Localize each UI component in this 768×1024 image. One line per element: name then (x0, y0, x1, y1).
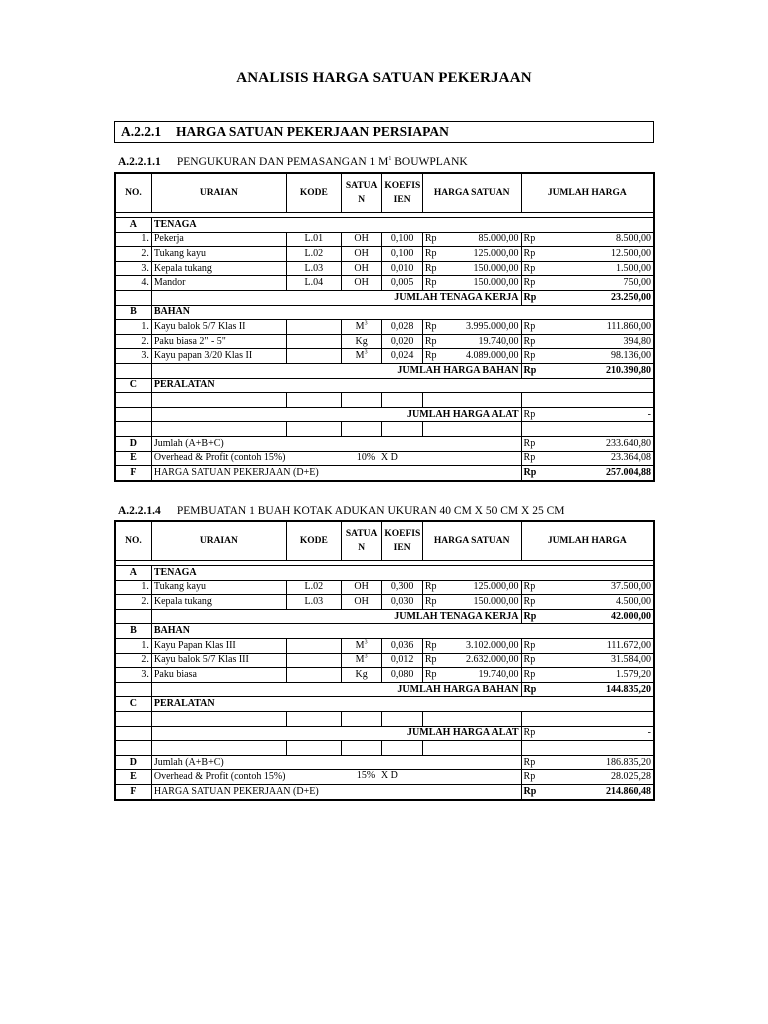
item-no: 1. (115, 320, 151, 335)
blank-cell (341, 741, 382, 756)
item-jumlah-harga: 98.136,00 (544, 349, 654, 364)
item-satuan-sup: 3 (364, 349, 368, 356)
item-uraian: Kepala tukang (151, 595, 286, 610)
item-jumlah-harga: 12.500,00 (544, 247, 654, 262)
table-1-title-sup: 1 (388, 156, 392, 163)
blank-cell (521, 422, 654, 437)
item-satuan-text: OH (354, 233, 369, 245)
blank-cell (341, 393, 382, 408)
blank-cell (115, 393, 151, 408)
item-satuan-text: M (355, 654, 365, 666)
item-kode: L.02 (286, 247, 341, 262)
subtotal-rp: Rp (521, 726, 544, 741)
subtotal-label: JUMLAH HARGA BAHAN (151, 682, 521, 697)
summary-letter: D (115, 755, 151, 770)
item-rp-label: Rp (521, 334, 544, 349)
item-no: 3. (115, 261, 151, 276)
header-jumlah-harga: JUMLAH HARGA (521, 521, 654, 561)
blank-cell (115, 682, 151, 697)
item-no: 2. (115, 247, 151, 262)
summary-row-f (115, 466, 654, 481)
summary-row-e (115, 770, 654, 785)
header-koefisien: KOEFIS IEN (382, 521, 423, 561)
item-uraian: Mandor (151, 276, 286, 291)
blank-cell (151, 422, 286, 437)
item-rp-label: Rp (521, 261, 544, 276)
header-harga-satuan: HARGA SATUAN (422, 521, 521, 561)
item-harga-satuan: 125.000,00 (445, 247, 521, 262)
blank-cell (382, 393, 423, 408)
blank-cell (115, 407, 151, 422)
subtotal-rp: Rp (521, 682, 544, 697)
item-rp-label: Rp (521, 595, 544, 610)
item-kode: L.02 (286, 580, 341, 595)
item-rp-label: Rp (422, 261, 445, 276)
subtotal-value: - (544, 407, 654, 422)
item-uraian: Kepala tukang (151, 261, 286, 276)
item-rp-label: Rp (422, 668, 445, 683)
item-jumlah-harga: 31.584,00 (544, 653, 654, 668)
item-kode (286, 349, 341, 364)
subtotal-rp: Rp (521, 609, 544, 624)
item-kode (286, 668, 341, 683)
item-satuan (341, 261, 382, 276)
item-uraian: Paku biasa (151, 668, 286, 683)
item-rp-label: Rp (521, 653, 544, 668)
table-header-row (115, 521, 654, 561)
item-satuan-text: M (355, 320, 365, 332)
summary-value: 233.640,80 (544, 436, 654, 451)
item-kode (286, 653, 341, 668)
blank-cell (151, 741, 286, 756)
group-row (115, 566, 654, 581)
blank-cell (422, 422, 521, 437)
group-row (115, 218, 654, 233)
group-letter: B (115, 305, 151, 320)
subtotal-row (115, 682, 654, 697)
summary-label: HARGA SATUAN PEKERJAAN (D+E) (151, 784, 521, 799)
section-code: A.2.2.1 (121, 124, 162, 139)
item-satuan (341, 232, 382, 247)
item-satuan (341, 653, 382, 668)
item-koefisien: 0,028 (382, 320, 423, 335)
item-harga-satuan: 4.089.000,00 (445, 349, 521, 364)
summary-label: Jumlah (A+B+C) (151, 436, 521, 451)
subtotal-label: JUMLAH HARGA ALAT (151, 407, 521, 422)
table-2-title: PEMBUATAN 1 BUAH KOTAK ADUKAN UKURAN 40 CM X 50 CM X 25 CM (176, 505, 565, 517)
header-no: NO. (115, 173, 151, 213)
item-satuan-text: M (355, 350, 365, 362)
overhead-multiplier: X D (380, 770, 398, 782)
item-satuan (341, 638, 382, 653)
item-satuan (341, 320, 382, 335)
blank-row (115, 741, 654, 756)
item-uraian: Kayu balok 5/7 Klas II (151, 320, 286, 335)
group-row (115, 624, 654, 639)
item-satuan-text: M (355, 639, 365, 651)
summary-rp: Rp (521, 784, 544, 799)
item-satuan-text: OH (354, 262, 369, 274)
subtotal-row (115, 407, 654, 422)
header-satuan: SATUA N (341, 521, 382, 561)
header-no: NO. (115, 521, 151, 561)
table-1-title-tail: BOUWPLANK (391, 156, 468, 168)
blank-cell (422, 711, 521, 726)
blank-cell (341, 711, 382, 726)
analysis-table (114, 172, 655, 482)
item-satuan-text: OH (354, 581, 369, 593)
item-koefisien: 0,100 (382, 247, 423, 262)
blank-cell (521, 711, 654, 726)
blank-cell (422, 741, 521, 756)
blank-cell (151, 711, 286, 726)
table-1-heading (118, 156, 468, 168)
item-row (115, 595, 654, 610)
item-koefisien: 0,030 (382, 595, 423, 610)
blank-cell (382, 422, 423, 437)
overhead-percent: 15% (356, 770, 376, 782)
subtotal-rp: Rp (521, 363, 544, 378)
section-title: HARGA SATUAN PEKERJAAN PERSIAPAN (176, 124, 449, 139)
item-harga-satuan: 85.000,00 (445, 232, 521, 247)
summary-value: 257.004,88 (544, 466, 654, 481)
blank-cell (521, 741, 654, 756)
header-harga-satuan: HARGA SATUAN (422, 173, 521, 213)
item-koefisien: 0,010 (382, 261, 423, 276)
header-uraian: URAIAN (151, 173, 286, 213)
summary-rp: Rp (521, 466, 544, 481)
item-uraian: Tukang kayu (151, 580, 286, 595)
item-jumlah-harga: 394,80 (544, 334, 654, 349)
item-no: 4. (115, 276, 151, 291)
header-kode: KODE (286, 173, 341, 213)
header-kode: KODE (286, 521, 341, 561)
summary-letter: E (115, 770, 151, 785)
item-row (115, 320, 654, 335)
item-uraian: Tukang kayu (151, 247, 286, 262)
subtotal-label: JUMLAH HARGA BAHAN (151, 363, 521, 378)
blank-cell (115, 422, 151, 437)
item-satuan-sup: 3 (364, 654, 368, 661)
blank-cell (286, 393, 341, 408)
item-satuan-text: OH (354, 247, 369, 259)
table-2-code: A.2.2.1.4 (118, 505, 161, 517)
item-satuan-text: Kg (355, 668, 368, 680)
item-row (115, 668, 654, 683)
item-no: 2. (115, 653, 151, 668)
summary-rp: Rp (521, 436, 544, 451)
item-harga-satuan: 150.000,00 (445, 595, 521, 610)
blank-cell (115, 711, 151, 726)
group-label: PERALATAN (151, 378, 654, 393)
item-no: 1. (115, 580, 151, 595)
item-jumlah-harga: 8.500,00 (544, 232, 654, 247)
item-row (115, 232, 654, 247)
table-header-row (115, 173, 654, 213)
item-rp-label: Rp (422, 580, 445, 595)
blank-cell (521, 393, 654, 408)
item-harga-satuan: 19.740,00 (445, 334, 521, 349)
item-rp-label: Rp (422, 232, 445, 247)
summary-rp: Rp (521, 451, 544, 466)
item-row (115, 276, 654, 291)
item-rp-label: Rp (422, 349, 445, 364)
item-uraian: Kayu Papan Klas III (151, 638, 286, 653)
item-koefisien: 0,020 (382, 334, 423, 349)
item-harga-satuan: 150.000,00 (445, 261, 521, 276)
summary-letter: E (115, 451, 151, 466)
item-kode: L.04 (286, 276, 341, 291)
subtotal-rp: Rp (521, 290, 544, 305)
subtotal-label: JUMLAH TENAGA KERJA (151, 290, 521, 305)
blank-cell (151, 393, 286, 408)
overhead-label: Overhead & Profit (contoh 15%) (153, 452, 286, 464)
item-satuan (341, 247, 382, 262)
table-2-heading (118, 505, 564, 517)
header-koefisien: KOEFIS IEN (382, 173, 423, 213)
subtotal-rp: Rp (521, 407, 544, 422)
item-koefisien: 0,036 (382, 638, 423, 653)
subtotal-row (115, 609, 654, 624)
item-jumlah-harga: 1.579,20 (544, 668, 654, 683)
item-harga-satuan: 125.000,00 (445, 580, 521, 595)
item-kode (286, 320, 341, 335)
item-row (115, 247, 654, 262)
item-no: 2. (115, 595, 151, 610)
summary-rp: Rp (521, 770, 544, 785)
item-harga-satuan: 2.632.000,00 (445, 653, 521, 668)
item-rp-label: Rp (422, 276, 445, 291)
item-row (115, 334, 654, 349)
group-row (115, 378, 654, 393)
item-koefisien: 0,012 (382, 653, 423, 668)
item-rp-label: Rp (521, 638, 544, 653)
item-satuan (341, 580, 382, 595)
subtotal-label: JUMLAH TENAGA KERJA (151, 609, 521, 624)
item-koefisien: 0,300 (382, 580, 423, 595)
item-jumlah-harga: 37.500,00 (544, 580, 654, 595)
group-letter: C (115, 378, 151, 393)
blank-cell (115, 741, 151, 756)
item-rp-label: Rp (521, 247, 544, 262)
item-satuan (341, 349, 382, 364)
item-satuan (341, 334, 382, 349)
item-koefisien: 0,005 (382, 276, 423, 291)
item-satuan-text: OH (354, 595, 369, 607)
page-title: ANALISIS HARGA SATUAN PEKERJAAN (236, 70, 532, 86)
group-letter: B (115, 624, 151, 639)
subtotal-row (115, 726, 654, 741)
item-koefisien: 0,080 (382, 668, 423, 683)
group-row (115, 697, 654, 712)
section-header (114, 121, 654, 143)
item-row (115, 638, 654, 653)
blank-cell (422, 393, 521, 408)
item-uraian: Pekerja (151, 232, 286, 247)
blank-cell (382, 741, 423, 756)
blank-cell (115, 363, 151, 378)
group-label: BAHAN (151, 305, 654, 320)
item-uraian: Kayu papan 3/20 Klas II (151, 349, 286, 364)
item-rp-label: Rp (521, 580, 544, 595)
summary-value: 214.860,48 (544, 784, 654, 799)
item-jumlah-harga: 1.500,00 (544, 261, 654, 276)
group-letter: A (115, 218, 151, 233)
blank-cell (341, 422, 382, 437)
summary-letter: F (115, 466, 151, 481)
item-rp-label: Rp (521, 668, 544, 683)
item-koefisien: 0,100 (382, 232, 423, 247)
item-satuan (341, 595, 382, 610)
item-koefisien: 0,024 (382, 349, 423, 364)
item-uraian: Kayu balok 5/7 Klas III (151, 653, 286, 668)
summary-label (151, 770, 521, 785)
item-rp-label: Rp (422, 320, 445, 335)
item-harga-satuan: 3.995.000,00 (445, 320, 521, 335)
item-rp-label: Rp (422, 247, 445, 262)
item-satuan-text: Kg (355, 335, 368, 347)
group-letter: A (115, 566, 151, 581)
item-harga-satuan: 19.740,00 (445, 668, 521, 683)
overhead-label: Overhead & Profit (contoh 15%) (153, 771, 286, 783)
group-label: TENAGA (151, 218, 654, 233)
item-jumlah-harga: 750,00 (544, 276, 654, 291)
item-rp-label: Rp (422, 638, 445, 653)
analysis-table (114, 520, 655, 801)
summary-letter: F (115, 784, 151, 799)
item-satuan-sup: 3 (364, 639, 368, 646)
subtotal-value: 42.000,00 (544, 609, 654, 624)
group-label: PERALATAN (151, 697, 654, 712)
item-no: 1. (115, 638, 151, 653)
blank-cell (115, 609, 151, 624)
item-no: 3. (115, 349, 151, 364)
subtotal-value: 144.835,20 (544, 682, 654, 697)
summary-row-f (115, 784, 654, 799)
table-1-code: A.2.2.1.1 (118, 156, 161, 168)
item-row (115, 261, 654, 276)
overhead-percent: 10% (356, 451, 376, 463)
item-kode (286, 638, 341, 653)
group-label: BAHAN (151, 624, 654, 639)
item-no: 3. (115, 668, 151, 683)
blank-cell (382, 711, 423, 726)
summary-rp: Rp (521, 755, 544, 770)
item-rp-label: Rp (521, 276, 544, 291)
item-no: 1. (115, 232, 151, 247)
overhead-multiplier: X D (380, 451, 398, 463)
subtotal-label: JUMLAH HARGA ALAT (151, 726, 521, 741)
summary-row-d (115, 755, 654, 770)
item-harga-satuan: 3.102.000,00 (445, 638, 521, 653)
blank-cell (286, 711, 341, 726)
item-kode: L.03 (286, 261, 341, 276)
header-uraian: URAIAN (151, 521, 286, 561)
item-jumlah-harga: 111.860,00 (544, 320, 654, 335)
summary-value: 186.835,20 (544, 755, 654, 770)
item-uraian: Paku biasa 2" - 5" (151, 334, 286, 349)
item-satuan-text: OH (354, 277, 369, 289)
group-label: TENAGA (151, 566, 654, 581)
blank-cell (115, 290, 151, 305)
item-row (115, 653, 654, 668)
item-harga-satuan: 150.000,00 (445, 276, 521, 291)
subtotal-row (115, 290, 654, 305)
subtotal-value: - (544, 726, 654, 741)
blank-cell (115, 726, 151, 741)
summary-label: HARGA SATUAN PEKERJAAN (D+E) (151, 466, 521, 481)
header-jumlah-harga: JUMLAH HARGA (521, 173, 654, 213)
item-satuan-sup: 3 (364, 320, 368, 327)
summary-row-e (115, 451, 654, 466)
summary-letter: D (115, 436, 151, 451)
blank-row (115, 393, 654, 408)
summary-value: 23.364,08 (544, 451, 654, 466)
item-rp-label: Rp (422, 653, 445, 668)
header-satuan: SATUA N (341, 173, 382, 213)
item-row (115, 580, 654, 595)
subtotal-value: 23.250,00 (544, 290, 654, 305)
item-kode: L.03 (286, 595, 341, 610)
item-rp-label: Rp (521, 349, 544, 364)
item-row (115, 349, 654, 364)
subtotal-value: 210.390,80 (544, 363, 654, 378)
table-1-title: PENGUKURAN DAN PEMASANGAN 1 M (176, 156, 389, 168)
group-letter: C (115, 697, 151, 712)
blank-row (115, 711, 654, 726)
item-rp-label: Rp (521, 232, 544, 247)
summary-row-d (115, 436, 654, 451)
blank-cell (286, 422, 341, 437)
summary-value: 28.025,28 (544, 770, 654, 785)
subtotal-row (115, 363, 654, 378)
group-row (115, 305, 654, 320)
item-jumlah-harga: 4.500,00 (544, 595, 654, 610)
item-satuan (341, 276, 382, 291)
blank-cell (286, 741, 341, 756)
summary-label (151, 451, 521, 466)
summary-label: Jumlah (A+B+C) (151, 755, 521, 770)
item-jumlah-harga: 111.672,00 (544, 638, 654, 653)
item-no: 2. (115, 334, 151, 349)
item-kode: L.01 (286, 232, 341, 247)
item-rp-label: Rp (422, 334, 445, 349)
blank-row (115, 422, 654, 437)
item-rp-label: Rp (521, 320, 544, 335)
item-kode (286, 334, 341, 349)
item-rp-label: Rp (422, 595, 445, 610)
item-satuan (341, 668, 382, 683)
